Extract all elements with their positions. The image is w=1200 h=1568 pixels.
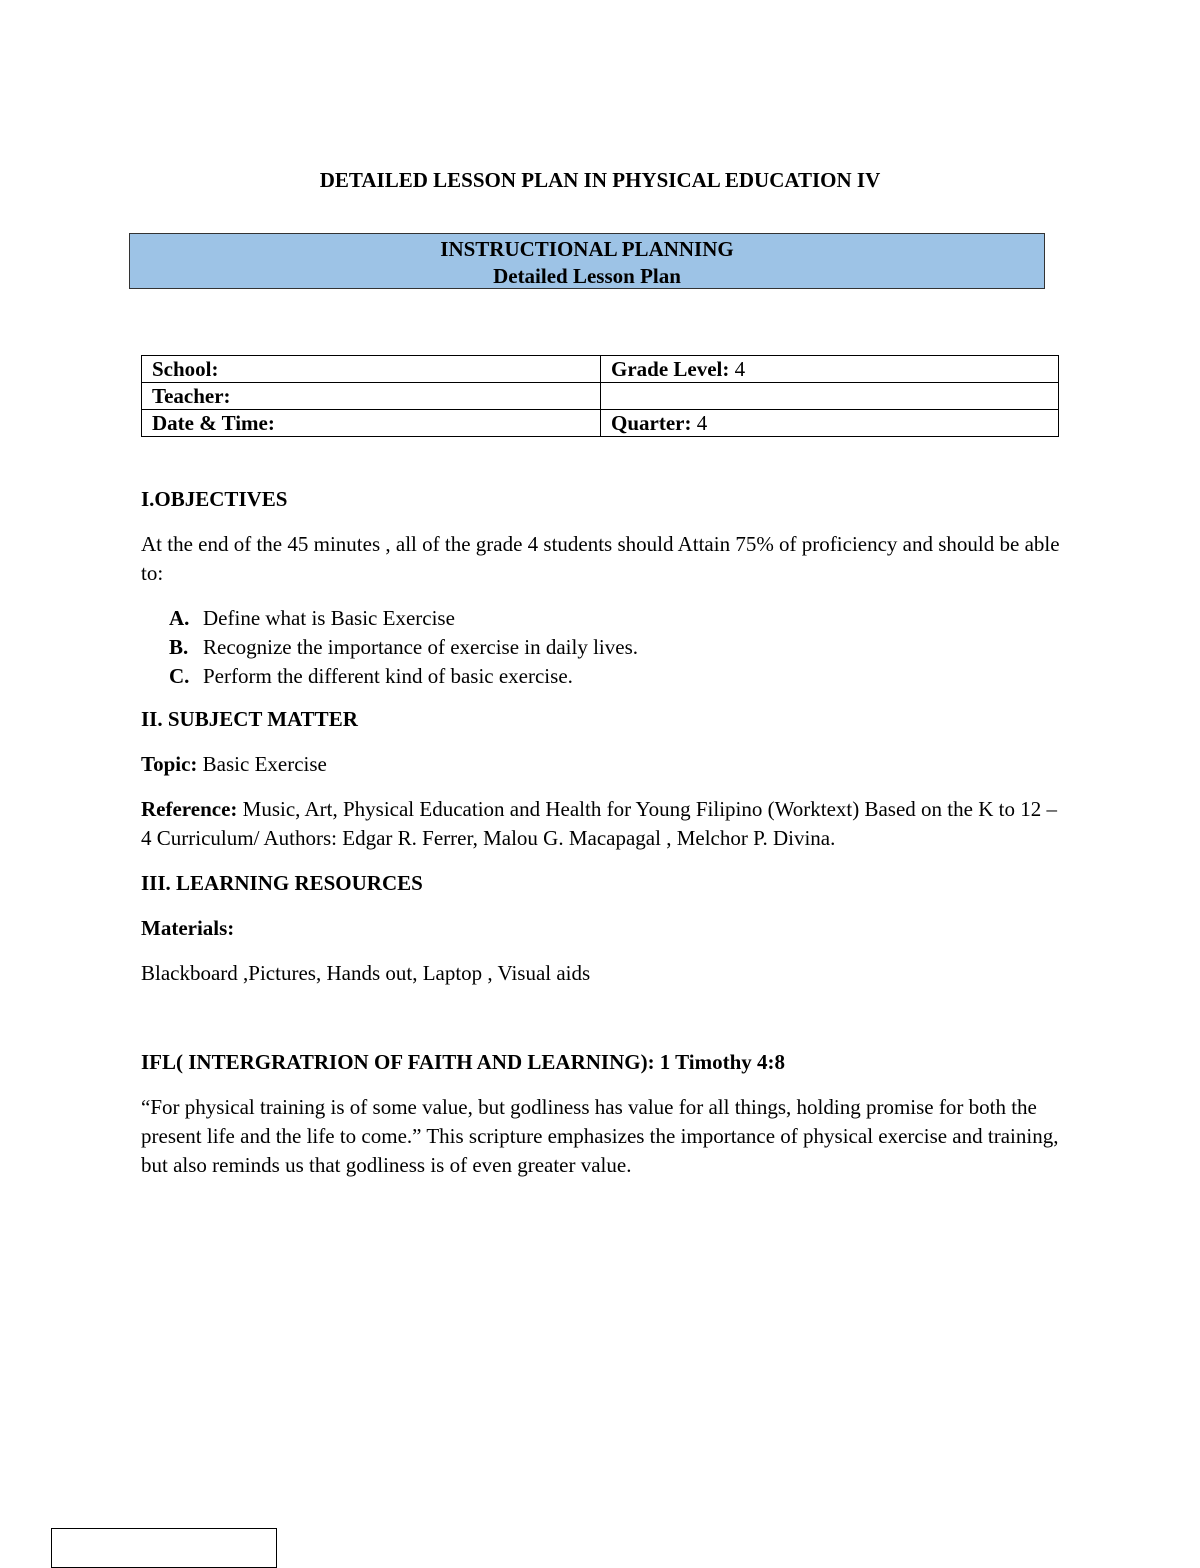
ifl-text: “For physical training is of some value, but godliness has value for all things, holding promise for both the present life and the life to come.” This scripture emphasizes the importance of physical exercise and training, but also reminds us that godliness is of even greater value. <box>141 1095 1059 1177</box>
teacher-cell <box>142 383 601 410</box>
school-label: School: <box>152 357 219 381</box>
grade-level-label: Grade Level: <box>611 357 730 381</box>
date-time-label: Date & Time: <box>152 411 275 435</box>
objectives-list <box>141 604 1071 691</box>
section-spacer <box>141 1004 1071 1048</box>
list-item <box>169 633 1071 662</box>
learning-resources-heading: III. LEARNING RESOURCES <box>141 871 423 895</box>
school-cell <box>142 356 601 383</box>
list-item-text: Recognize the importance of exercise in daily lives. <box>203 635 639 659</box>
table-row <box>142 383 1059 410</box>
topic-label: Topic: <box>141 752 198 776</box>
list-item-text: Define what is Basic Exercise <box>203 606 455 630</box>
objectives-heading: I.OBJECTIVES <box>141 487 288 511</box>
topic-value: Basic Exercise <box>202 752 327 776</box>
list-item <box>169 604 1071 633</box>
quarter-cell <box>601 410 1059 437</box>
list-marker: C. <box>169 664 190 688</box>
document-title: DETAILED LESSON PLAN IN PHYSICAL EDUCATION IV <box>319 168 881 192</box>
reference-value: Music, Art, Physical Education and Health for Young Filipino (Worktext) Based on the K to 12 – 4 Curriculum/ Authors: Edgar R. Ferrer, Malou G. Macapagal , Melchor P. Divina. <box>141 797 1057 850</box>
empty-cell <box>601 383 1059 410</box>
grade-level-value: 4 <box>734 357 746 381</box>
reference-line <box>141 795 1071 853</box>
quarter-label: Quarter: <box>611 411 692 435</box>
list-marker: B. <box>169 635 189 659</box>
materials-label: Materials: <box>141 916 235 940</box>
subject-matter-heading: II. SUBJECT MATTER <box>141 707 358 731</box>
lesson-content <box>141 485 1071 1196</box>
table-row <box>142 410 1059 437</box>
banner-subtitle: Detailed Lesson Plan <box>493 264 681 288</box>
materials-value: Blackboard ,Pictures, Hands out, Laptop , Visual aids <box>141 961 591 985</box>
list-item-text: Perform the different kind of basic exercise. <box>203 664 573 688</box>
teacher-label: Teacher: <box>152 384 231 408</box>
date-time-cell <box>142 410 601 437</box>
list-marker: A. <box>169 606 190 630</box>
grade-level-cell <box>601 356 1059 383</box>
footer-box <box>51 1528 277 1568</box>
list-item <box>169 662 1071 691</box>
quarter-value: 4 <box>696 411 708 435</box>
topic-line <box>141 750 1071 779</box>
ifl-heading: IFL( INTERGRATRION OF FAITH AND LEARNING): 1 Timothy 4:8 <box>141 1050 786 1074</box>
reference-label: Reference: <box>141 797 238 821</box>
instructional-planning-banner <box>129 233 1045 289</box>
lesson-info-table <box>141 355 1059 437</box>
table-row <box>142 356 1059 383</box>
banner-title: INSTRUCTIONAL PLANNING <box>440 237 734 261</box>
objectives-intro: At the end of the 45 minutes , all of the grade 4 students should Attain 75% of proficiency and should be able to: <box>141 532 1060 585</box>
